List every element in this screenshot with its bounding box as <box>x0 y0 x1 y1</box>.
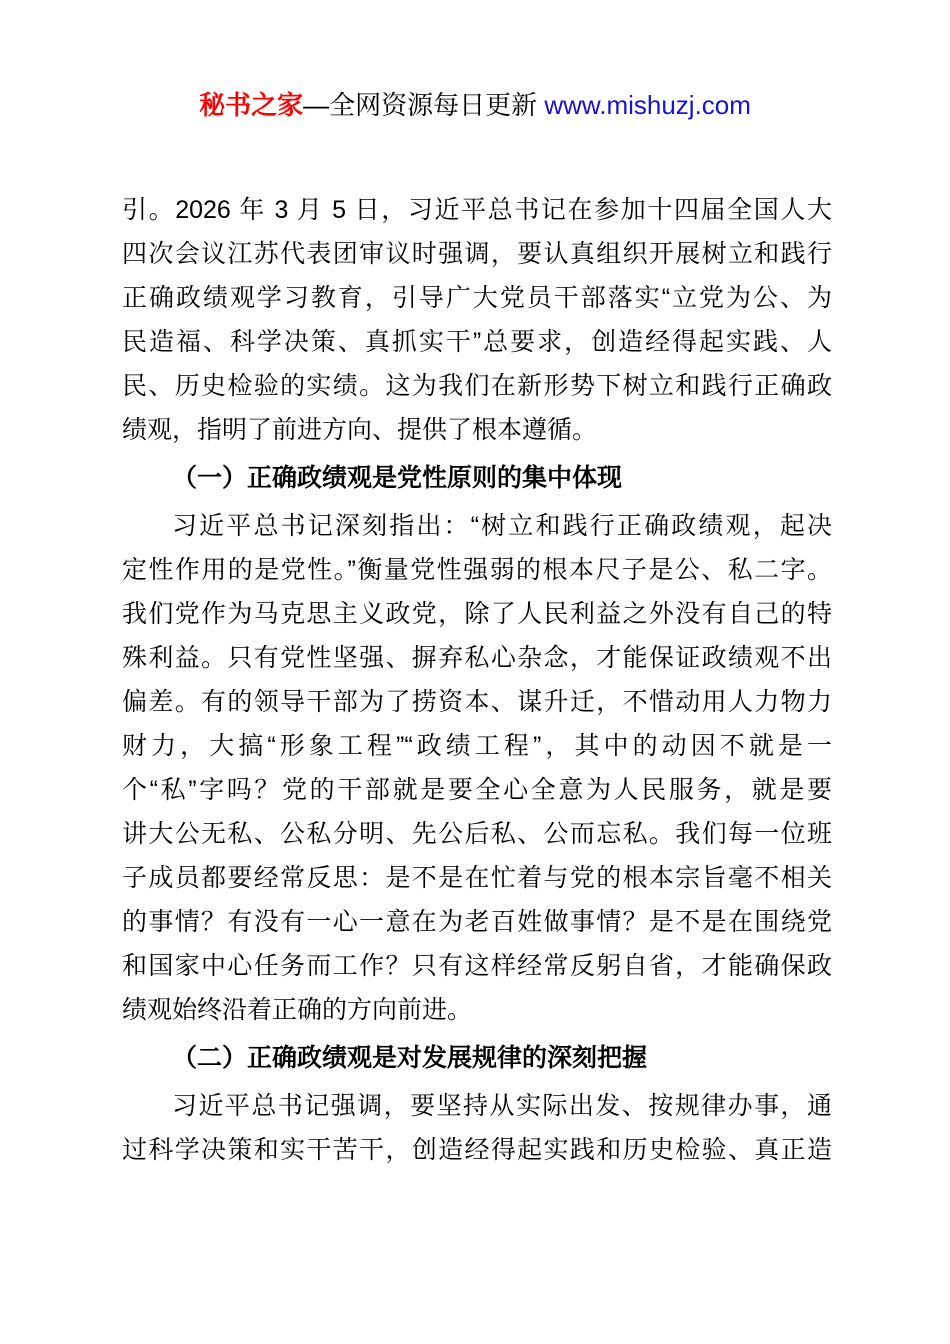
text-line: 正确政绩观学习教育，引导广大党员干部落实“立党为公、为 <box>122 284 832 312</box>
text-line: 民造福、科学决策、真抓实干”总要求，创造经得起实践、人 <box>122 328 832 356</box>
paragraph <box>122 1084 832 1172</box>
document-header <box>0 85 950 125</box>
text-line: 民、历史检验的实绩。这为我们在新形势下树立和践行正确政 <box>122 372 832 400</box>
text-line: 绩观始终沿着正确的方向前进。 <box>122 996 473 1024</box>
text-line: 和国家中心任务而工作？只有这样经常反躬自省，才能确保政 <box>122 952 832 980</box>
text-line: 殊利益。只有党性坚强、摒弃私心杂念，才能保证政绩观不出 <box>122 644 832 672</box>
text-line: 四次会议江苏代表团审议时强调，要认真组织开展树立和践行 <box>122 240 832 268</box>
text-line: 偏差。有的领导干部为了捞资本、谋升迁，不惜动用人力物力 <box>122 688 832 716</box>
text-line: 讲大公无私、公私分明、先公后私、公而忘私。我们每一位班 <box>122 820 832 848</box>
text-line: 的事情？有没有一心一意在为老百姓做事情？是不是在围绕党 <box>122 908 832 936</box>
text-line: 定性作用的是党性。”衡量党性强弱的根本尺子是公、私二字。 <box>122 556 832 584</box>
text-line: 绩观，指明了前进方向、提供了根本遵循。 <box>122 416 598 444</box>
section-heading <box>122 456 832 500</box>
site-url-link[interactable]: www.mishuzj.com <box>544 90 751 120</box>
text-line: 习近平总书记深刻指出：“树立和践行正确政绩观，起决 <box>172 512 832 540</box>
text-line: 过科学决策和实干苦干，创造经得起实践和历史检验、真正造 <box>122 1136 832 1164</box>
text-line: 习近平总书记强调，要坚持从实际出发、按规律办事，通 <box>172 1092 832 1120</box>
text-line: 个“私”字吗？党的干部就是要全心全意为人民服务，就是要 <box>122 776 832 804</box>
heading-line: （一）正确政绩观是党性原则的集中体现 <box>172 464 623 492</box>
text-line: 财力，大搞“形象工程”“政绩工程”，其中的动因不就是一 <box>122 732 832 760</box>
section-heading <box>122 1036 832 1080</box>
text-line: 我们党作为马克思主义政党，除了人民利益之外没有自己的特 <box>122 600 832 628</box>
document-body <box>0 188 950 1172</box>
heading-line: （二）正确政绩观是对发展规律的深刻把握 <box>172 1044 648 1072</box>
site-name: 秘书之家 <box>199 90 304 120</box>
paragraph <box>122 504 832 1032</box>
header-tagline: —全网资源每日更新 <box>303 90 545 120</box>
paragraph <box>122 188 832 452</box>
text-line: 子成员都要经常反思：是不是在忙着与党的根本宗旨毫不相关 <box>122 864 832 892</box>
text-line: 引。2026 年 3 月 5 日，习近平总书记在参加十四届全国人大 <box>122 196 832 224</box>
